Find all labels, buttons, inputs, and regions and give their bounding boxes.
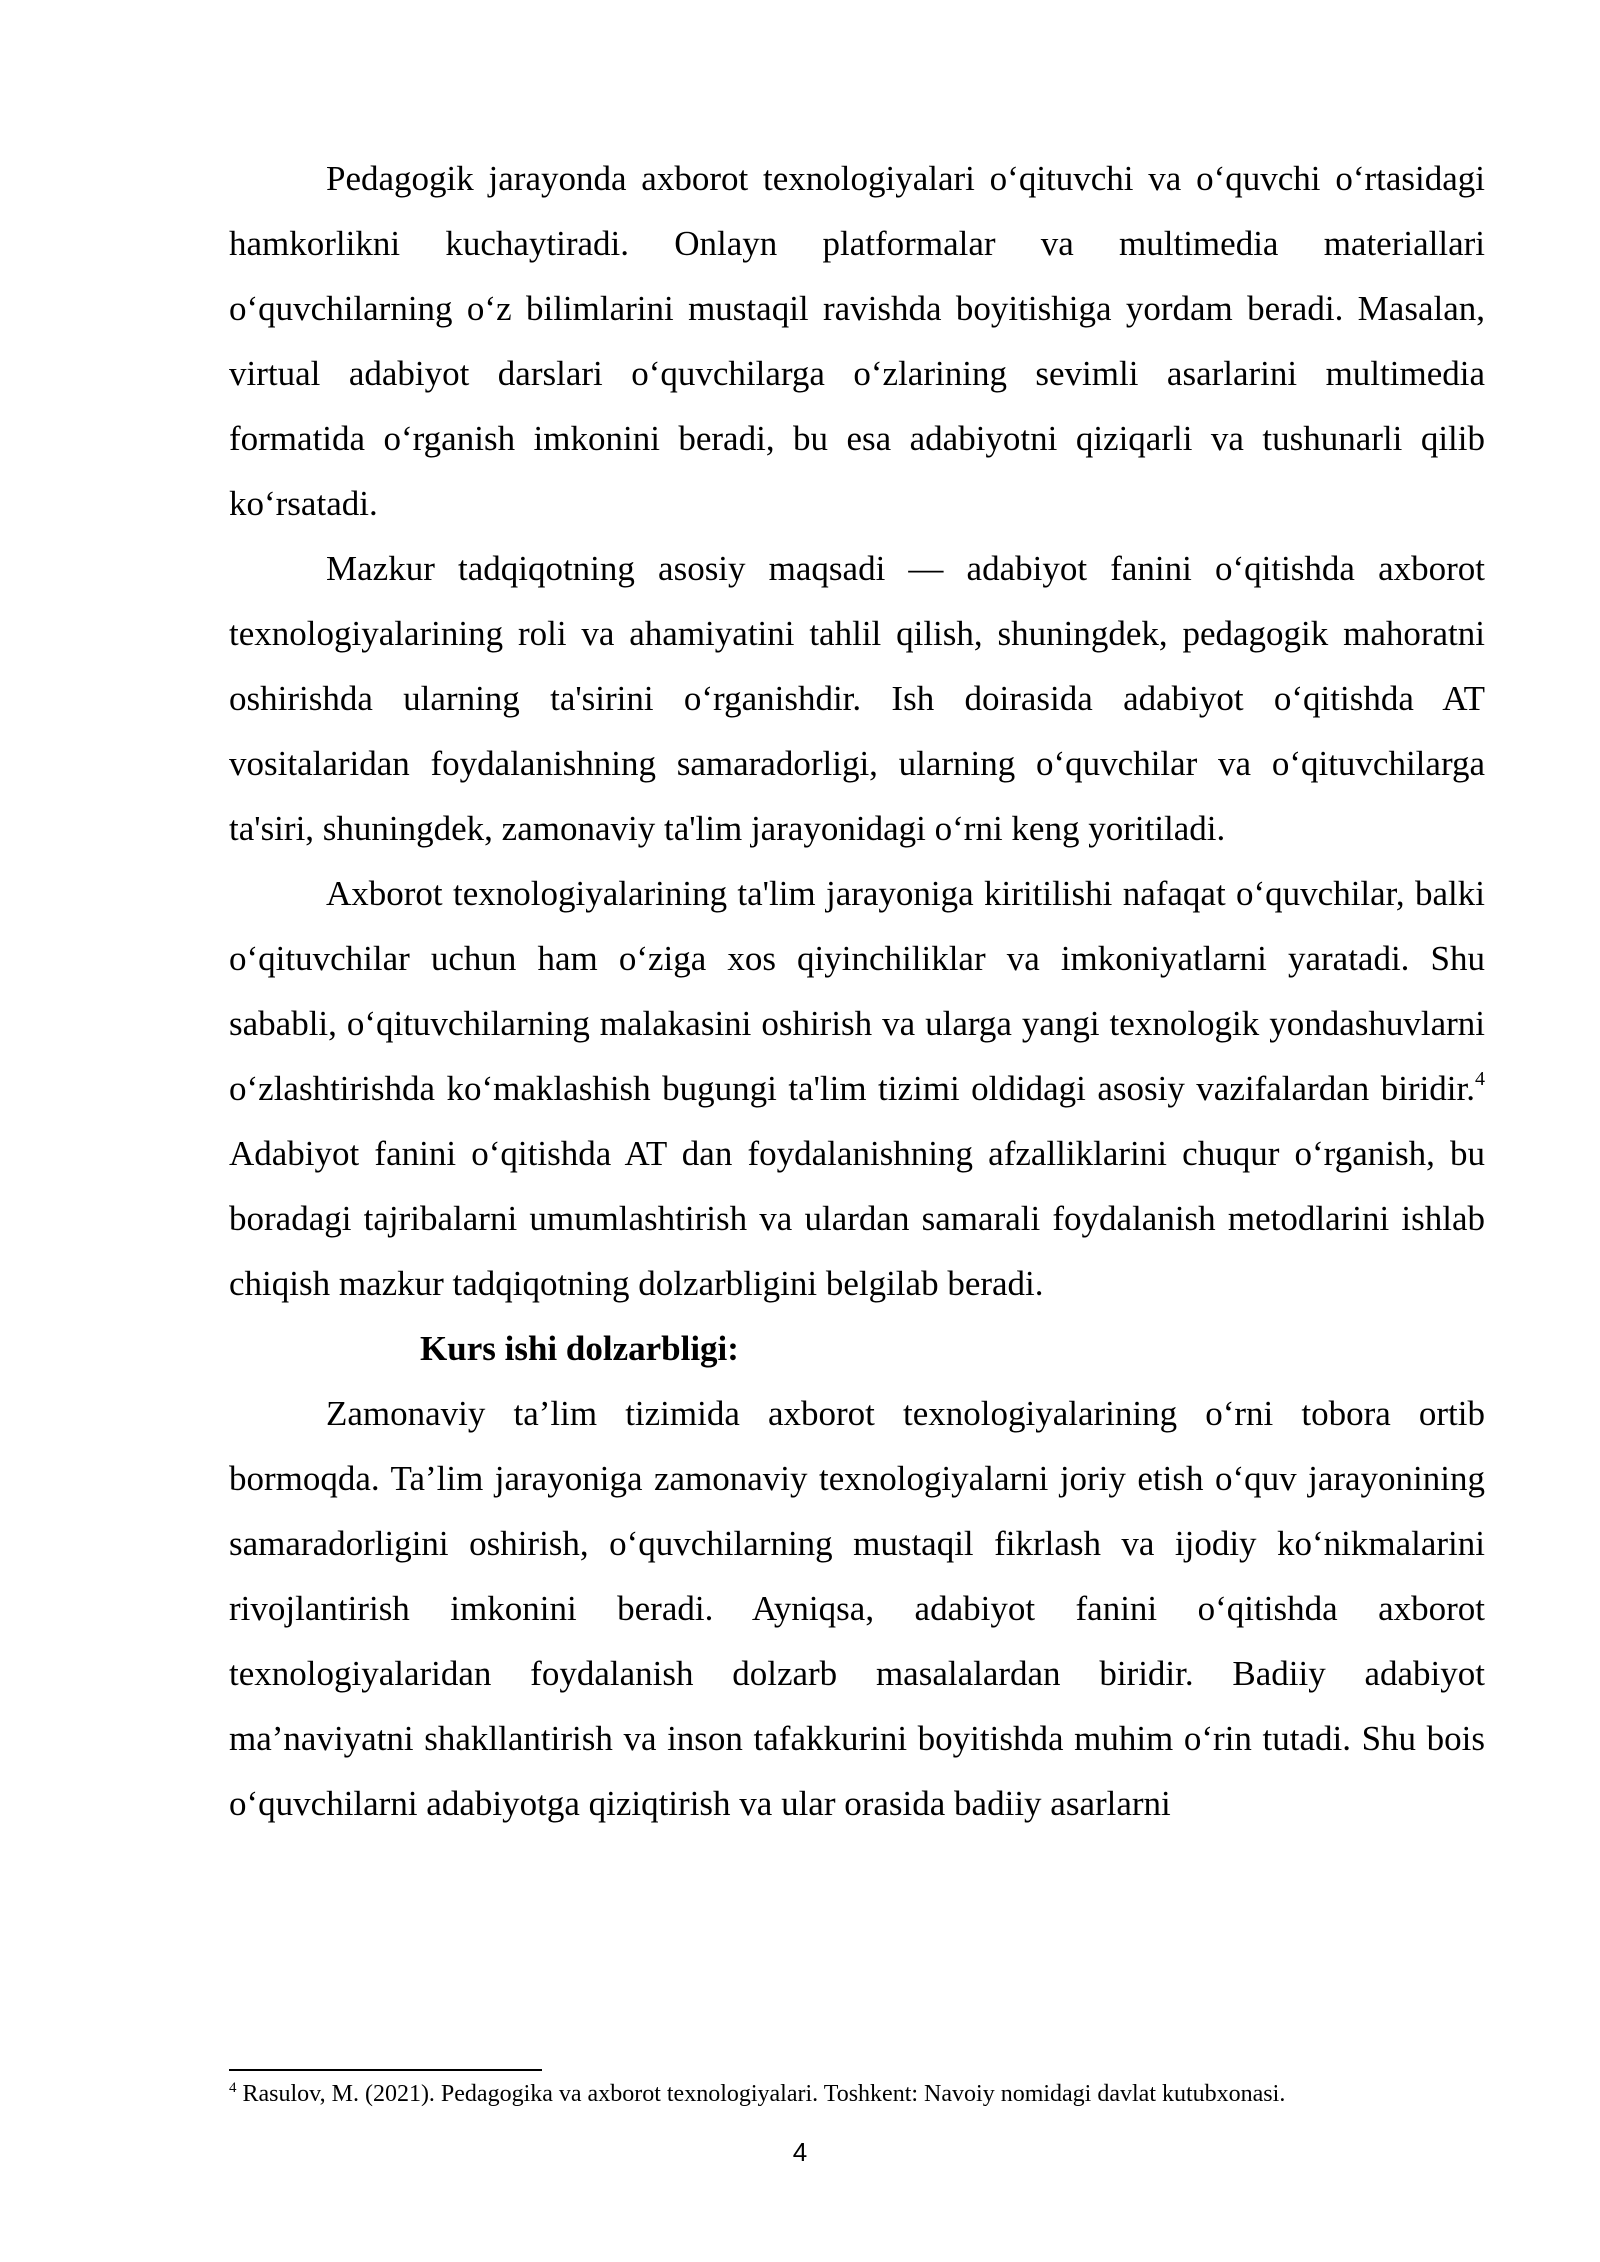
paragraph-2: Mazkur tadqiqotning asosiy maqsadi — adabiyot fanini oʻqitishda axborot texnologiyalarining roli va ahamiyatini tahlil qilish, shuningdek, pedagogik mahoratni oshirishda ularning ta'sirini oʻrganishdir. Ish doirasida adabiyot oʻqitishda AT vositalaridan foydalanishning samaradorligi, ularning oʻquvchilar va oʻqituvchilarga ta'siri, shuningdek, zamonaviy ta'lim jarayonidagi oʻrni keng yoritiladi.	[229, 549, 1485, 848]
footnote-text: Rasulov, M. (2021). Pedagogika va axborot texnologiyalari. Toshkent: Navoiy nomidagi davlat kutubxonasi.	[236, 2081, 1286, 2107]
footnote	[229, 2078, 1529, 2110]
body-text	[229, 146, 1485, 1836]
footnote-number: 4	[229, 2080, 237, 2096]
paragraph-4: Zamonaviy ta’lim tizimida axborot texnologiyalarining oʻrni tobora ortib bormoqda. Ta’lim jarayoniga zamonaviy texnologiyalarni joriy etish oʻquv jarayonining samaradorligini oshirish, oʻquvchilarning mustaqil fikrlash va ijodiy koʻnikmalarini rivojlantirish imkonini beradi. Ayniqsa, adabiyot fanini oʻqitishda axborot texnologiyalaridan foydalanish dolzarb masalalardan biridir. Badiiy adabiyot ma’naviyatni shakllantirish va inson tafakkurini boyitishda muhim oʻrin tutadi. Shu bois oʻquvchilarni adabiyotga qiziqtirish va ular orasida badiiy asarlarni	[229, 1394, 1485, 1823]
footnote-reference[interactable]: 4	[1475, 1068, 1485, 1091]
paragraph-3-part-2: Adabiyot fanini oʻqitishda AT dan foydalanishning afzalliklarini chuqur oʻrganish, bu boradagi tajribalarni umumlashtirish va ulardan samarali foydalanish metodlarini ishlab chiqish mazkur tadqiqotning dolzarbligini belgilab beradi.	[229, 1134, 1485, 1303]
page-number: 4	[792, 2137, 808, 2167]
section-heading: Kurs ishi dolzarbligi:	[420, 1329, 739, 1368]
footnote-separator	[229, 2069, 542, 2071]
paragraph-3-part-1: Axborot texnologiyalarining ta'lim jarayoniga kiritilishi nafaqat oʻquvchilar, balki oʻqituvchilar uchun ham oʻziga xos qiyinchiliklar va imkoniyatlarni yaratadi. Shu sababli, oʻqituvchilarning malakasini oshirish va ularga yangi texnologik yondashuvlarni oʻzlashtirishda koʻmaklashish bugungi ta'lim tizimi oldidagi asosiy vazifalardan biridir.	[229, 874, 1485, 1108]
paragraph-1: Pedagogik jarayonda axborot texnologiyalari oʻqituvchi va oʻquvchi oʻrtasidagi hamkorlikni kuchaytiradi. Onlayn platformalar va multimedia materiallari oʻquvchilarning oʻz bilimlarini mustaqil ravishda boyitishiga yordam beradi. Masalan, virtual adabiyot darslari oʻquvchilarga oʻzlarining sevimli asarlarini multimedia formatida oʻrganish imkonini beradi, bu esa adabiyotni qiziqarli va tushunarli qilib koʻrsatadi.	[229, 159, 1485, 523]
paragraph-3	[229, 861, 1485, 1316]
